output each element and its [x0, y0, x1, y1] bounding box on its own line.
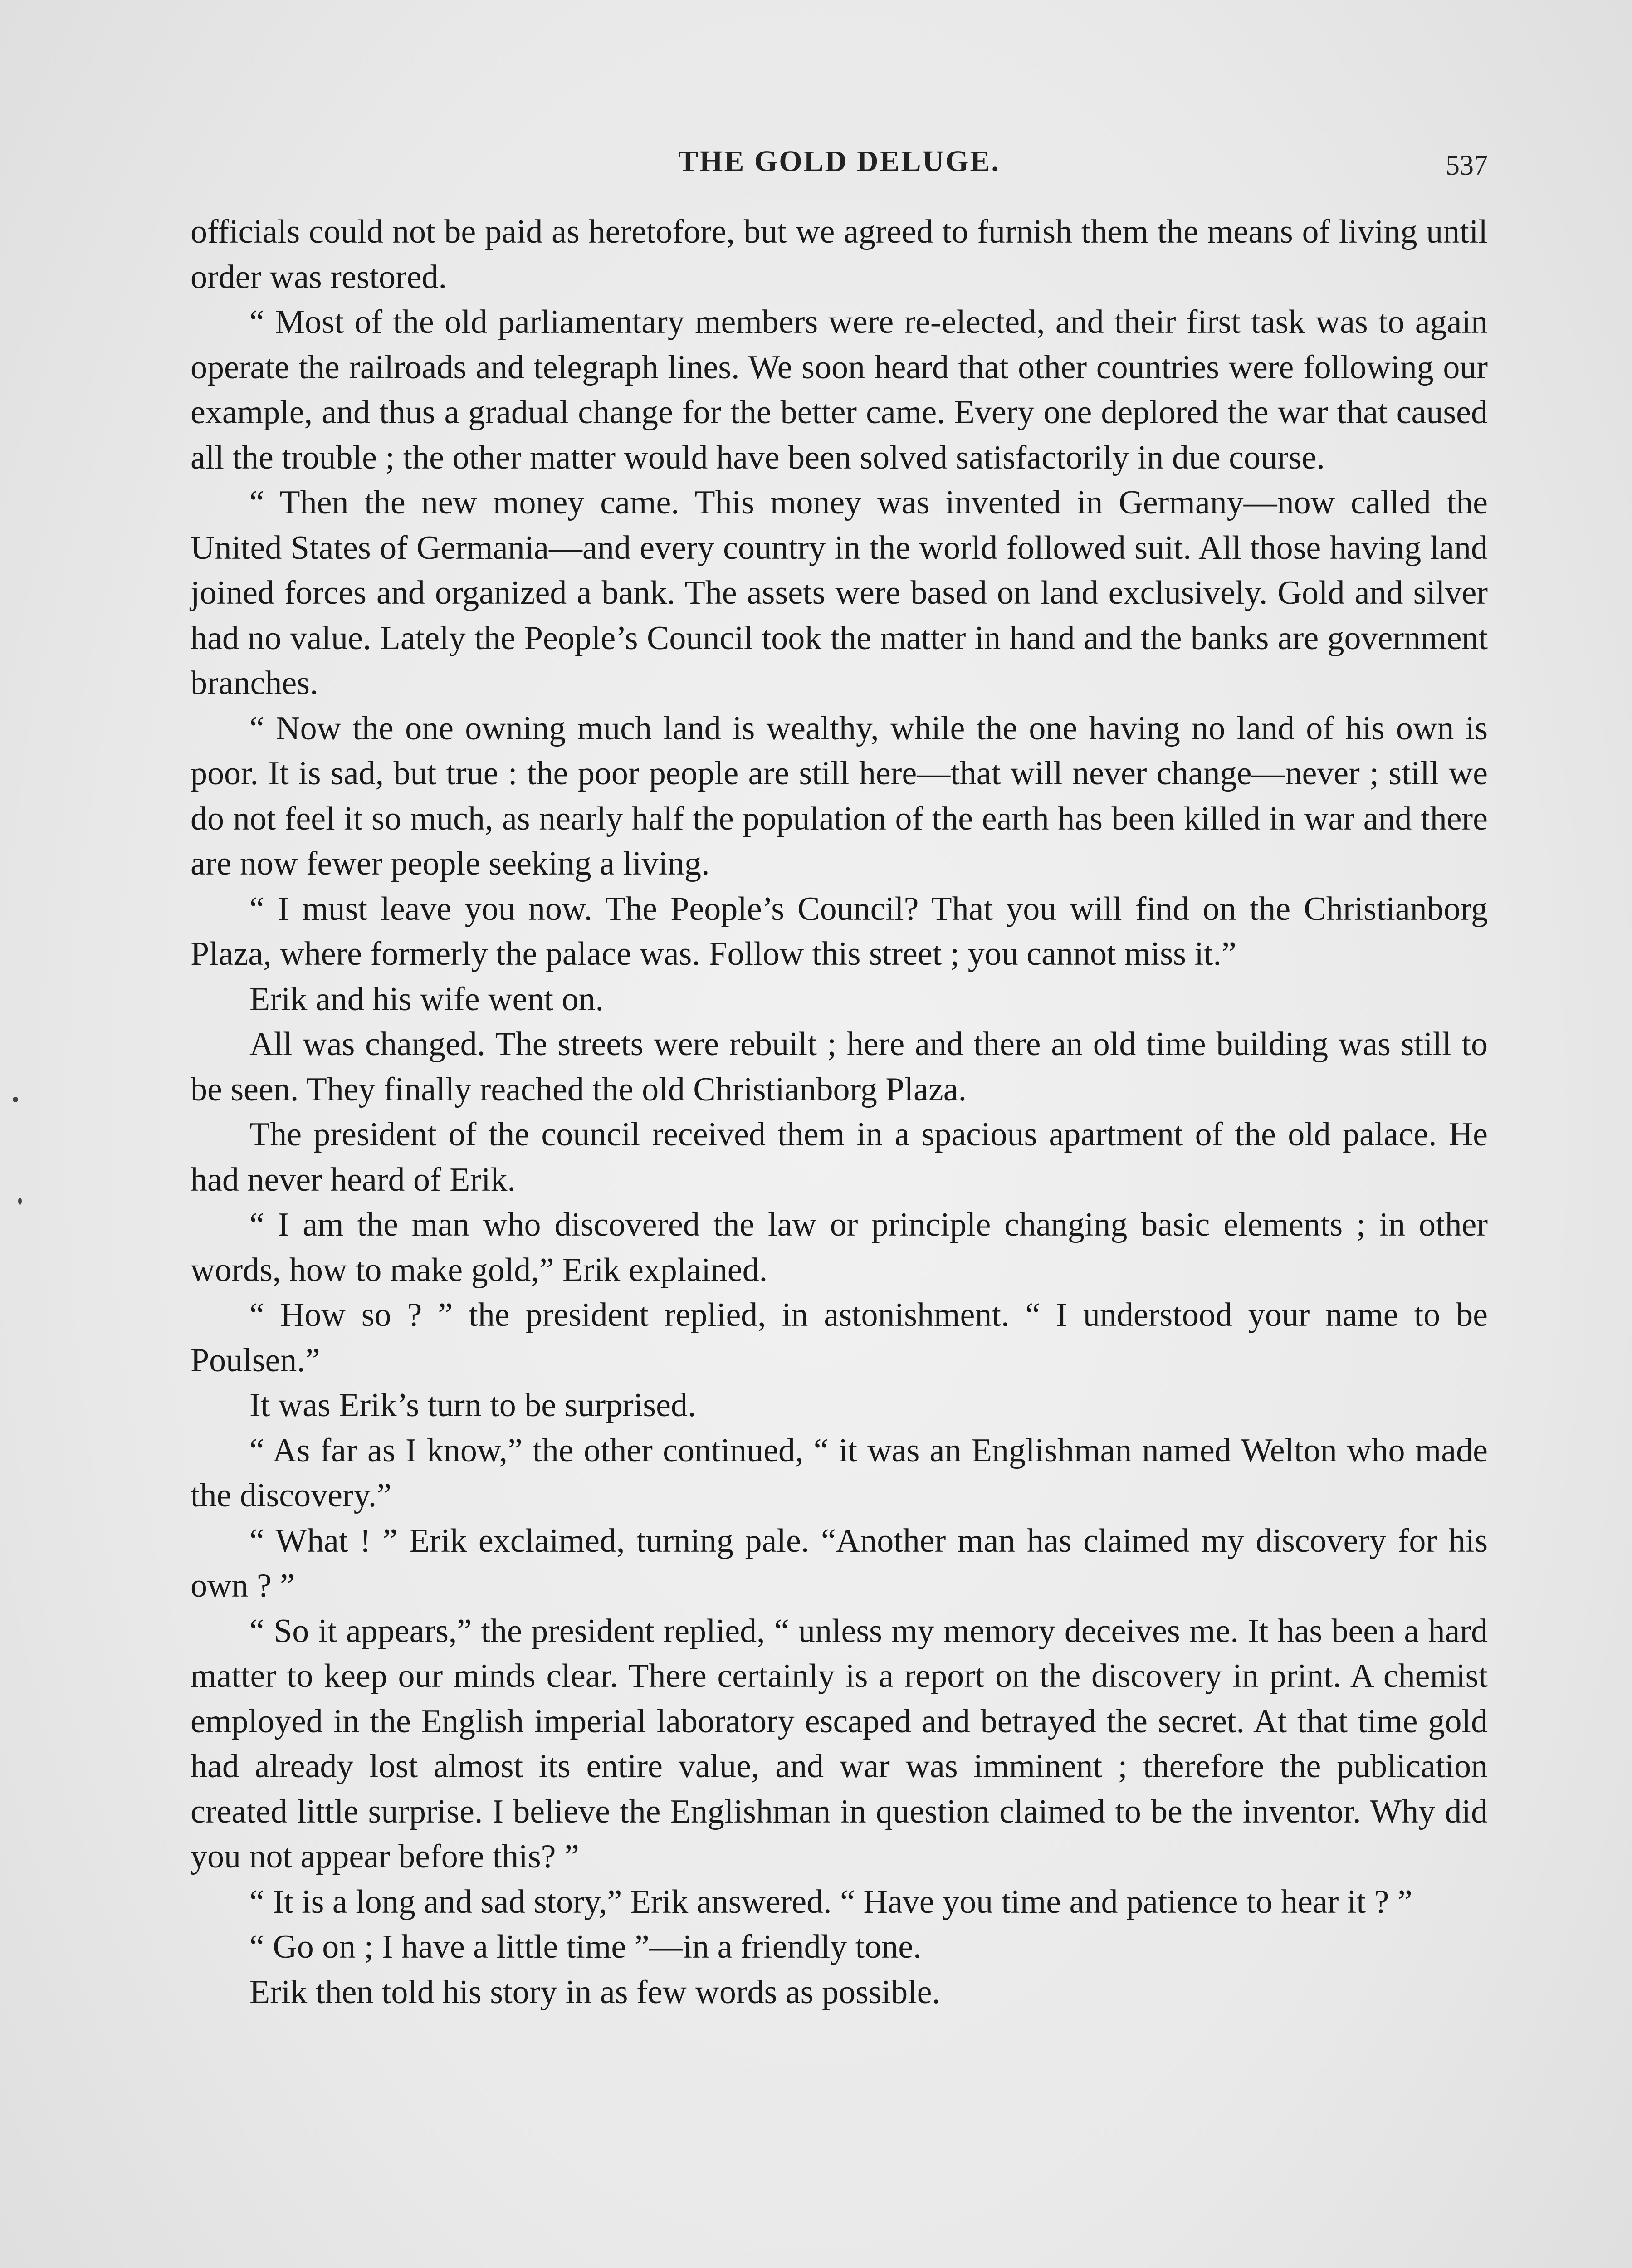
- paragraph: officials could not be paid as heretofore, but we agreed to furnish them the means of living until order was restored.: [191, 213, 1488, 296]
- paragraph: “ How so ? ” the president replied, in astonishment. “ I understood your name to be Poulsen.”: [191, 1296, 1488, 1379]
- paragraph: All was changed. The streets were rebuilt ; here and there an old time building was still to be seen. They finally reached the old Christianborg Plaza.: [191, 1026, 1488, 1108]
- paragraph: “ So it appears,” the president replied, “ unless my memory deceives me. It has been a hard matter to keep our minds clear. There certainly is a report on the discovery in print. A chemist employed in the English imperial laboratory escaped and betrayed the secret. At that time gold had already lost almost its entire value, and war was imminent ; therefore the publication created little surprise. I believe the Englishman in question claimed to be the inventor. Why did you not appear before this? ”: [191, 1612, 1488, 1875]
- paragraph: It was Erik’s turn to be surprised.: [249, 1387, 696, 1424]
- paragraph: “ Most of the old parliamentary members were re-elected, and their first task was to again operate the railroads and telegraph lines. We soon heard that other countries were following our example, and thus a gradual change for the better came. Every one deplored the war that caused all the trouble ; the other matter would have been solved satisfactorily in due course.: [191, 303, 1488, 476]
- paragraph: “ Now the one owning much land is wealthy, while the one having no land of his own is poor. It is sad, but true : the poor people are still here—that will never change—never ; still we do not feel it so much, as nearly half the population of the earth has been killed in war and there are now fewer people seeking a living.: [191, 709, 1488, 882]
- print-speck: [18, 1198, 22, 1205]
- page-header: [191, 144, 1488, 194]
- paragraph: Erik and his wife went on.: [249, 980, 604, 1018]
- print-speck: [13, 1097, 18, 1102]
- running-title: THE GOLD DELUGE.: [678, 145, 1000, 178]
- paragraph: “ As far as I know,” the other continued, “ it was an Englishman named Welton who made the discovery.”: [191, 1432, 1488, 1514]
- paragraph: “ I am the man who discovered the law or principle changing basic elements ; in other words, how to make gold,” Erik explained.: [191, 1206, 1488, 1289]
- paragraph: “ It is a long and sad story,” Erik answered. “ Have you time and patience to hear it ? ”: [249, 1883, 1412, 1921]
- paragraph: Erik then told his story in as few words as possible.: [249, 1973, 940, 2011]
- paragraph: “ I must leave you now. The People’s Council? That you will find on the Christianborg Plaza, where formerly the palace was. Follow this street ; you cannot miss it.”: [191, 890, 1488, 973]
- paragraph: “ Go on ; I have a little time ”—in a friendly tone.: [249, 1928, 922, 1965]
- paragraph: “ What ! ” Erik exclaimed, turning pale. “Another man has claimed my discovery for his own ? ”: [191, 1522, 1488, 1604]
- paragraph: “ Then the new money came. This money was invented in Germany—now called the United States of Germania—and every country in the world followed suit. All those having land joined forces and organized a bank. The assets were based on land exclusively. Gold and silver had no value. Lately the People’s Council took the matter in hand and the banks are government branches.: [191, 484, 1488, 702]
- page-number: 537: [1446, 150, 1488, 181]
- body-text: [191, 210, 1488, 2015]
- paragraph: The president of the council received them in a spacious apartment of the old palace. He had never heard of Erik.: [191, 1116, 1488, 1198]
